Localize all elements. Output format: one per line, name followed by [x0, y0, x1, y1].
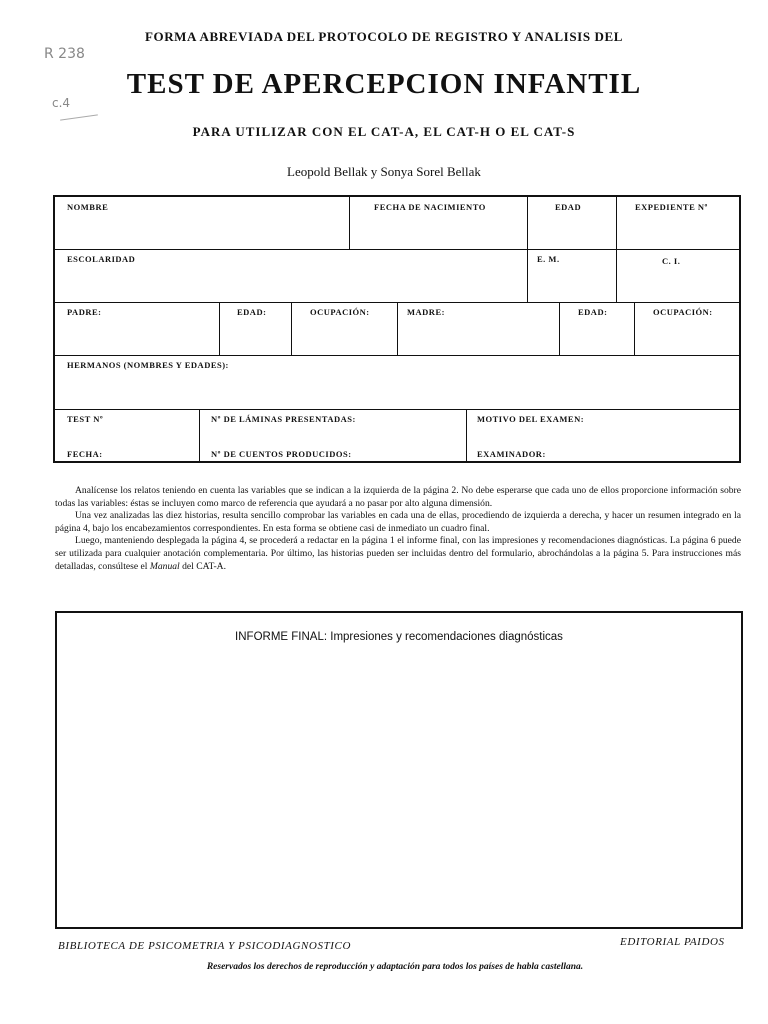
field-padre-ocupacion[interactable]: OCUPACIÓN: [310, 307, 370, 317]
field-madre-edad[interactable]: EDAD: [578, 307, 608, 317]
final-report-title: INFORME FINAL: Impresiones y recomendaciones diagnósticas [235, 631, 563, 643]
field-padre-edad[interactable]: EDAD: [237, 307, 267, 317]
field-test-no[interactable]: TEST Nº [67, 414, 104, 424]
field-madre-ocupacion[interactable]: OCUPACIÓN: [653, 307, 713, 317]
form-col-divider [291, 302, 292, 355]
manual-reference: Manual [149, 560, 180, 572]
form-col-divider [349, 197, 350, 249]
field-laminas[interactable]: Nº DE LÁMINAS PRESENTADAS: [211, 414, 356, 424]
field-edad[interactable]: EDAD [555, 202, 582, 212]
patient-form [53, 195, 741, 463]
field-cuentos[interactable]: Nº DE CUENTOS PRODUCIDOS: [211, 449, 352, 459]
field-em[interactable]: E. M. [537, 254, 560, 264]
form-col-divider [466, 409, 467, 463]
form-row-divider [55, 355, 739, 356]
field-padre[interactable]: PADRE: [67, 307, 102, 317]
form-row-divider [55, 409, 739, 410]
instruction-paragraph: Una vez analizadas las diez historias, resulta sencillo comprobar las variables en cada una de ellas, procediendo de izquierda a derecha, y hacer un resumen integrado en la página 4, bajo los encabezamientos correspondientes. En esta forma se obtiene casi de inmediato un cuadro final. [55, 510, 741, 534]
instruction-paragraph: Analícense los relatos teniendo en cuenta las variables que se indican a la izquierda de la página 2. No debe esperarse que cada uno de ellos proporcione información sobre todas las variables: éstas se incluyen como marco de referencia que ayudará a no pasar por alto alguna dimensión. [55, 485, 741, 509]
header-line: FORMA ABREVIADA DEL PROTOCOLO DE REGISTRO Y ANALISIS DEL [144, 29, 624, 44]
handwritten-mark: R 238 [44, 46, 85, 62]
form-row-divider [55, 249, 739, 250]
final-report-box[interactable] [55, 611, 743, 929]
instructions [55, 485, 741, 573]
instruction-paragraph [55, 535, 741, 573]
footer-publisher: EDITORIAL PAIDOS [620, 936, 725, 948]
form-col-divider [527, 197, 528, 302]
subtitle: PARA UTILIZAR CON EL CAT-A, EL CAT-H O EL CAT-S [192, 124, 576, 139]
form-col-divider [397, 302, 398, 355]
handwritten-scribble [60, 114, 98, 120]
field-nombre[interactable]: NOMBRE [67, 202, 109, 212]
field-examinador[interactable]: EXAMINADOR: [477, 449, 546, 459]
field-fecha[interactable]: FECHA: [67, 449, 103, 459]
authors: Leopold Bellak y Sonya Sorel Bellak [287, 164, 481, 179]
form-col-divider [199, 409, 200, 463]
form-col-divider [559, 302, 560, 355]
field-madre[interactable]: MADRE: [407, 307, 445, 317]
form-col-divider [219, 302, 220, 355]
form-col-divider [616, 197, 617, 302]
instruction-text: del CAT-A. [182, 560, 227, 572]
instruction-text: Luego, manteniendo desplegada la página 4, se procederá a redactar en la página 1 el informe final, con las impresiones y recomendaciones diagnósticas. La página 6 puede ser utilizada para cualquier anotación complementaria. Por último, las historias pueden ser incluidas dentro del formulario, abrochándolas a la página 5. Para instrucciones más detalladas, consúltese el [55, 535, 741, 572]
handwritten-mark: c.4 [52, 96, 71, 110]
form-col-divider [634, 302, 635, 355]
field-hermanos[interactable]: HERMANOS (NOMBRES Y EDADES): [67, 360, 229, 370]
field-fecha-nacimiento[interactable]: FECHA DE NACIMIENTO [374, 202, 486, 212]
field-escolaridad[interactable]: ESCOLARIDAD [67, 254, 136, 264]
footer-series: BIBLIOTECA DE PSICOMETRIA Y PSICODIAGNOSTICO [58, 940, 352, 952]
field-expediente[interactable]: EXPEDIENTE Nº [635, 202, 708, 212]
field-ci[interactable]: C. I. [662, 256, 681, 266]
field-motivo[interactable]: MOTIVO DEL EXAMEN: [477, 414, 585, 424]
rights-notice: Reservados los derechos de reproducción y adaptación para todos los países de habla castellana. [206, 962, 584, 972]
page-title: TEST DE APERCEPCION INFANTIL [126, 68, 642, 100]
